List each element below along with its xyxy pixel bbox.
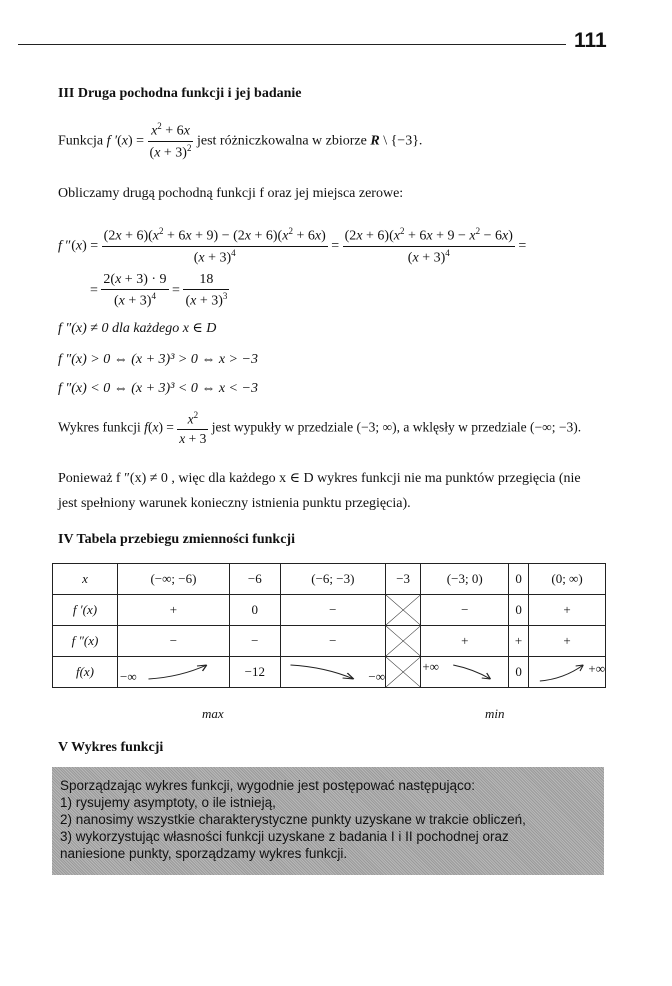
condition-positive: f ″(x) > 0 ⇔ (x + 3)³ > 0 ⇔ x > −3 [58, 352, 258, 367]
table-cell: − [229, 626, 280, 657]
note-line: 2) nanosimy wszystkie charakterystyczne punkty uzyskane w trakcie obliczeń, [60, 812, 526, 827]
procedure-note-box [52, 767, 604, 875]
note-line: 1) rysujemy asymptoty, o ile istnieją, [60, 795, 276, 810]
table-cell: 0 [509, 595, 529, 626]
cross-mark [386, 657, 420, 687]
label-max: max [202, 706, 224, 721]
undefined-cell [385, 626, 420, 657]
table-cell: (−6; −3) [280, 564, 385, 595]
inflection-paragraph-line2: jest spełniony warunek konieczny istnienia punktu przegięcia). [58, 496, 411, 511]
table-cell: 0 [509, 564, 529, 595]
limit-value: +∞ [588, 661, 605, 676]
note-line: Sporządzając wykres funkcji, wygodnie jest postępować następująco: [60, 778, 475, 793]
table-cell: + [509, 626, 529, 657]
inflection-paragraph-line1: Ponieważ f ″(x) ≠ 0 , więc dla każdego x ∈ D wykres funkcji nie ma punktów przegięcia (nie [58, 471, 581, 486]
limit-value: +∞ [422, 659, 439, 674]
table-row [53, 595, 606, 626]
table-cell: − [280, 626, 385, 657]
behavior-cell [280, 657, 385, 688]
behavior-cell [118, 657, 230, 688]
table-cell: − [118, 626, 230, 657]
section-4-title: IV Tabela przebiegu zmienności funkcji [58, 532, 295, 547]
table-cell: f ′(x) [53, 595, 118, 626]
page-number: 111 [574, 29, 607, 52]
table-cell: (0; ∞) [529, 564, 606, 595]
cross-mark [386, 626, 420, 656]
table-cell: (−∞; −6) [118, 564, 230, 595]
table-cell: −6 [229, 564, 280, 595]
condition-nonzero: f ″(x) ≠ 0 dla każdego x ∈ D [58, 321, 217, 336]
table-row [53, 564, 606, 595]
undefined-cell [385, 595, 420, 626]
table-cell: (−3; 0) [421, 564, 509, 595]
table-cell: −3 [385, 564, 420, 595]
second-derivative-eq2: = $\frac{2(x + 3) \cdot 9}{(x + 3)^4}$ = $\frac{18}{(x + 3)^3}$ [90, 272, 228, 309]
set-symbol: R [370, 133, 380, 149]
limit-value: −∞ [120, 669, 137, 684]
convex-suffix: jest wypukły w przedziale (−3; ∞), a wklęsły w przedziale (−∞; −3). [211, 419, 582, 435]
table-cell: 0 [509, 657, 529, 688]
section-3-title: III Druga pochodna funkcji i jej badanie [58, 86, 302, 101]
convexity-statement: Wykres funkcji f(x) = $\frac{x^2}{x + 3}$ jest wypukły w przedziale (−3; ∞), a wklęsły w przedziale (−∞; −3). [58, 410, 582, 446]
condition-negative: f ″(x) < 0 ⇔ (x + 3)³ < 0 ⇔ x < −3 [58, 381, 258, 396]
note-line: 3) wykorzystując własności funkcji uzyskane z badania I i II pochodnej oraz [60, 829, 509, 844]
second-derivative-eq1: f ″(x) = $\frac{(2x + 6)(x^2 + 6x + 9) - (2x + 6)(x^2 + 6x)}{(x + 3)^4}$ = $\frac{(2x + 6)(x^2 + 6x + 9 - x^2 - 6x)}{(x + 3)^4}$ = [58, 226, 527, 266]
behavior-cell [421, 657, 509, 688]
function-definition: Funkcja f ′(x) = $\frac{x^2 + 6x}{(x + 3)^2}$ jest różniczkowalna w zbiorze R \ {−3}. [58, 121, 423, 161]
table-cell: − [280, 595, 385, 626]
set-tail: \ {−3}. [383, 133, 423, 149]
convex-prefix: Wykres funkcji [58, 419, 141, 435]
header-rule [18, 44, 566, 45]
section-5-title: V Wykres funkcji [58, 740, 164, 755]
table-cell: + [118, 595, 230, 626]
variation-table [52, 563, 606, 688]
table-cell: + [529, 626, 606, 657]
cross-mark [386, 595, 420, 625]
table-cell: + [529, 595, 606, 626]
behavior-cell [529, 657, 606, 688]
table-row [53, 657, 606, 688]
table-cell: f ″(x) [53, 626, 118, 657]
table-cell: − [421, 595, 509, 626]
intro-line: Obliczamy drugą pochodną funkcji f oraz jej miejsca zerowe: [58, 186, 404, 201]
undefined-cell [385, 657, 420, 688]
table-cell: 0 [229, 595, 280, 626]
line1-prefix: Funkcja [58, 133, 104, 149]
note-line: naniesione punkty, sporządzamy wykres funkcji. [60, 846, 348, 861]
label-min: min [485, 706, 505, 721]
derivative-fraction: $\frac{x^2 + 6x}{(x + 3)^2}$ [149, 121, 192, 161]
table-row [53, 626, 606, 657]
table-cell: −12 [229, 657, 280, 688]
table-cell: f(x) [53, 657, 118, 688]
table-cell: + [421, 626, 509, 657]
limit-value: −∞ [368, 669, 385, 684]
line1-suffix: jest różniczkowalna w zbiorze [196, 133, 367, 149]
table-cell: x [53, 564, 118, 595]
